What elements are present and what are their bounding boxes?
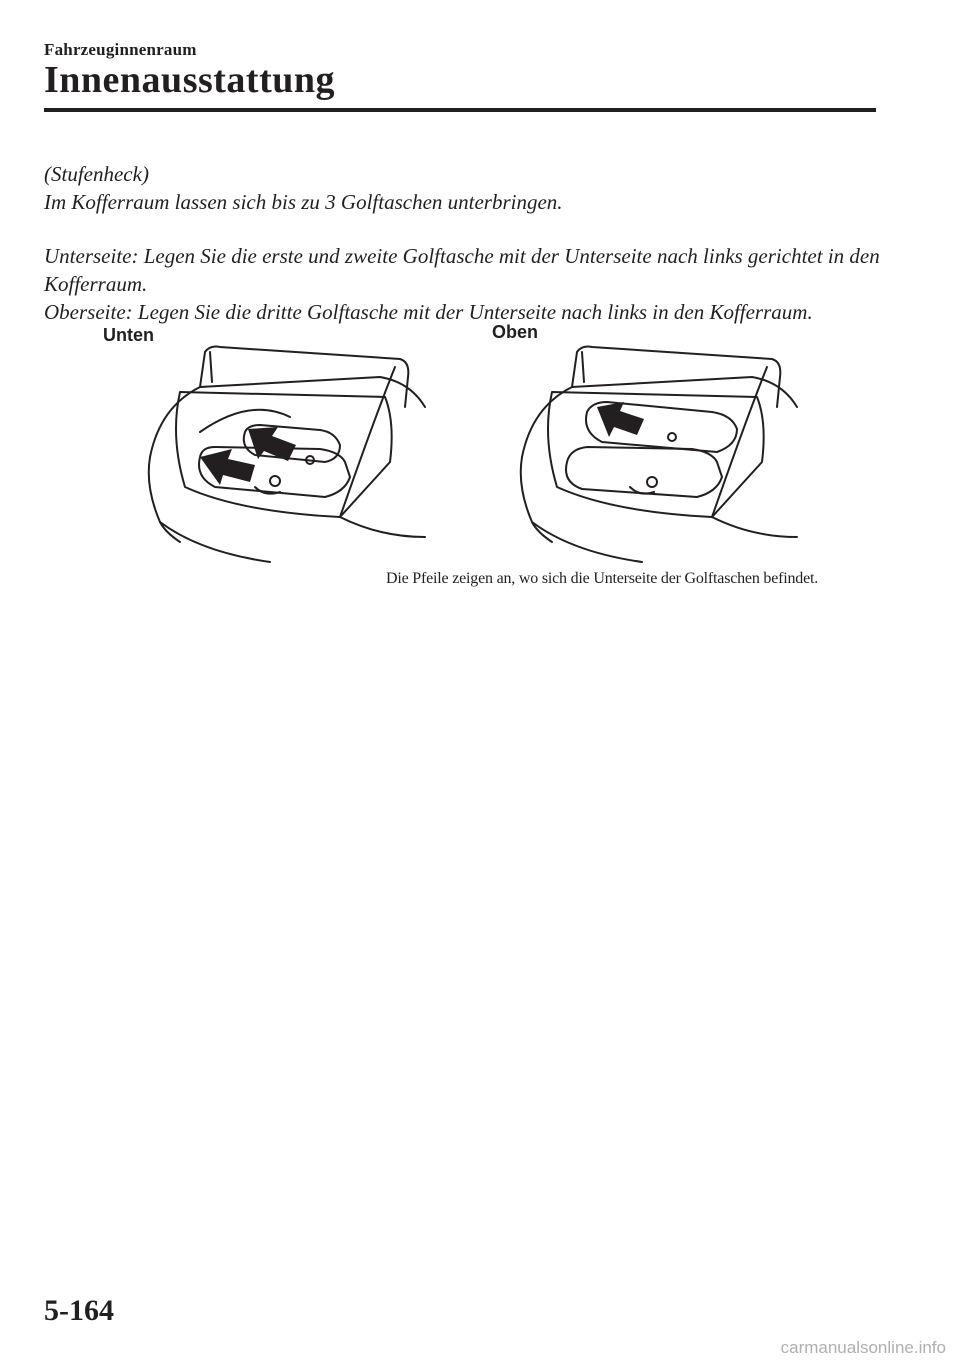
figure-caption: Die Pfeile zeigen an, wo sich die Unterseite der Golftaschen befindet. xyxy=(386,570,819,587)
page-title: Innenausstattung xyxy=(44,59,335,101)
arrow-icon xyxy=(200,449,255,485)
paragraph-capacity: Im Kofferraum lassen sich bis zu 3 Golftaschen unterbringen. xyxy=(44,190,563,214)
figure-label-lower: Unten xyxy=(103,325,154,345)
page-number: 5-164 xyxy=(44,1294,114,1327)
arrow-icon xyxy=(597,402,644,437)
section-heading: (Stufenheck) xyxy=(44,162,149,186)
paragraph-upper: Oberseite: Legen Sie die dritte Golftasche mit der Unterseite nach links in den Kofferraum. xyxy=(44,300,813,324)
section-label: Fahrzeuginnenraum xyxy=(44,40,197,59)
trunk-illustration-lower xyxy=(140,337,430,567)
golf-bag-figure xyxy=(100,322,820,592)
title-divider xyxy=(44,108,876,112)
figure-label-upper: Oben xyxy=(492,322,539,342)
watermark: carmanualsonline.info xyxy=(780,1338,946,1357)
paragraph-lower: Unterseite: Legen Sie die erste und zweite Golftasche mit der Unterseite nach links gerichtet in den Kofferraum. xyxy=(44,244,880,296)
trunk-illustration-upper xyxy=(512,337,802,567)
